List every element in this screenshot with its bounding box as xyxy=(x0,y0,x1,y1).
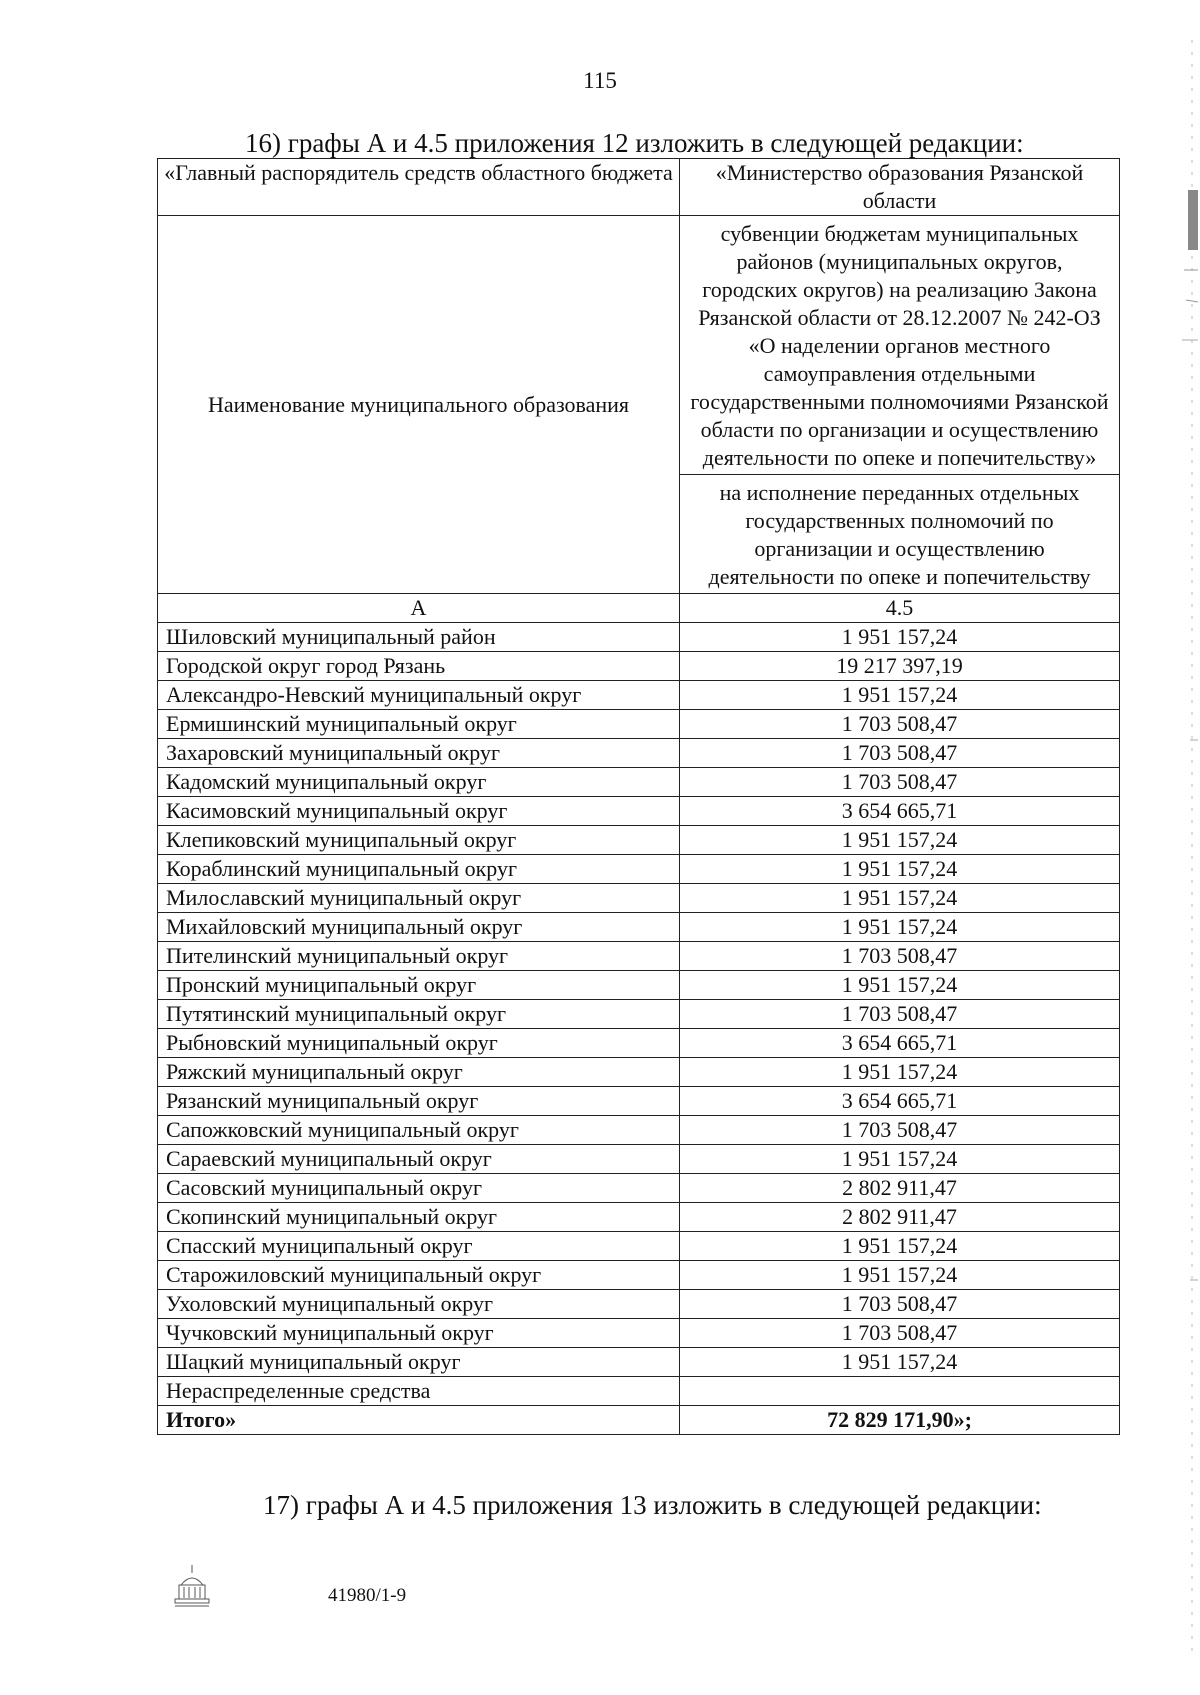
allocation-amount: 1 951 157,24 xyxy=(680,855,1120,884)
table-row xyxy=(158,1116,1120,1145)
allocation-amount: 3 654 665,71 xyxy=(680,1087,1120,1116)
allocation-amount: 1 951 157,24 xyxy=(680,1058,1120,1087)
allocation-amount: 1 951 157,24 xyxy=(680,826,1120,855)
allocation-amount: 1 703 508,47 xyxy=(680,1116,1120,1145)
municipality-name: Ухоловский муниципальный округ xyxy=(158,1290,680,1319)
table-row xyxy=(158,1029,1120,1058)
allocation-amount: 1 703 508,47 xyxy=(680,739,1120,768)
purpose-description: на исполнение переданных отдельных государственных полномочий по организации и осуществлению деятельности по опеке и попечительству xyxy=(680,475,1120,594)
allocation-amount: 1 703 508,47 xyxy=(680,1000,1120,1029)
municipality-name: Кадомский муниципальный округ xyxy=(158,768,680,797)
table-row xyxy=(158,1000,1120,1029)
total-row xyxy=(158,1406,1120,1435)
municipality-name: Касимовский муниципальный округ xyxy=(158,797,680,826)
allocation-table xyxy=(157,158,1120,1435)
column-label-row xyxy=(158,594,1120,623)
table-row xyxy=(158,1203,1120,1232)
allocation-amount: 1 951 157,24 xyxy=(680,1232,1120,1261)
allocation-amount: 3 654 665,71 xyxy=(680,1029,1120,1058)
table-row xyxy=(158,1145,1120,1174)
table-row xyxy=(158,797,1120,826)
table-row xyxy=(158,768,1120,797)
table-row xyxy=(158,913,1120,942)
total-label: Итого» xyxy=(158,1406,680,1435)
allocation-amount: 1 951 157,24 xyxy=(680,913,1120,942)
table-row xyxy=(158,623,1120,652)
municipality-name: Скопинский муниципальный округ xyxy=(158,1203,680,1232)
allocation-amount: 1 703 508,47 xyxy=(680,942,1120,971)
allocation-amount: 1 951 157,24 xyxy=(680,681,1120,710)
municipality-name: Клепиковский муниципальный округ xyxy=(158,826,680,855)
header-right-cell: «Министерство образования Рязанской области xyxy=(680,159,1120,216)
allocation-amount: 2 802 911,47 xyxy=(680,1174,1120,1203)
subvention-description: субвенции бюджетам муниципальных районов (муниципальных округов, городских округов) на реализацию Закона Рязанской области от 28.12.2007 № 242-ОЗ «О наделении органов местного самоуправления отдельными государственными полномочиями Рязанской области по организации и осуществлению деятельности по опеке и попечительству» xyxy=(680,216,1120,475)
allocation-amount: 1 951 157,24 xyxy=(680,1348,1120,1377)
municipality-name: Сапожковский муниципальный округ xyxy=(158,1116,680,1145)
municipality-name: Рязанский муниципальный округ xyxy=(158,1087,680,1116)
name-column-label: Наименование муниципального образования xyxy=(158,216,680,594)
allocation-amount: 1 951 157,24 xyxy=(680,623,1120,652)
header-row xyxy=(158,159,1120,216)
header-left-cell: «Главный распорядитель средств областного бюджета xyxy=(158,159,680,216)
next-paragraph: 17) графы А и 4.5 приложения 13 изложить в следующей редакции: xyxy=(263,1490,1042,1520)
municipality-name: Шиловский муниципальный район xyxy=(158,623,680,652)
building-emblem-icon xyxy=(173,1563,211,1609)
table-row xyxy=(158,942,1120,971)
table-row xyxy=(158,1174,1120,1203)
table-row xyxy=(158,739,1120,768)
municipality-name: Чучковский муниципальный округ xyxy=(158,1319,680,1348)
table-row xyxy=(158,1290,1120,1319)
allocation-amount: 1 703 508,47 xyxy=(680,768,1120,797)
municipality-name: Шацкий муниципальный округ xyxy=(158,1348,680,1377)
allocation-amount: 1 951 157,24 xyxy=(680,1261,1120,1290)
municipality-name: Александро-Невский муниципальный округ xyxy=(158,681,680,710)
allocation-amount: 3 654 665,71 xyxy=(680,797,1120,826)
municipality-name: Сараевский муниципальный округ xyxy=(158,1145,680,1174)
municipality-name: Пителинский муниципальный округ xyxy=(158,942,680,971)
intro-paragraph: 16) графы А и 4.5 приложения 12 изложить в следующей редакции: xyxy=(245,128,1024,158)
municipality-name: Милославский муниципальный округ xyxy=(158,884,680,913)
allocation-amount: 1 951 157,24 xyxy=(680,971,1120,1000)
municipality-name: Михайловский муниципальный округ xyxy=(158,913,680,942)
municipality-name: Рыбновский муниципальный округ xyxy=(158,1029,680,1058)
table-row xyxy=(158,652,1120,681)
municipality-name: Старожиловский муниципальный округ xyxy=(158,1261,680,1290)
table-row xyxy=(158,681,1120,710)
table-row xyxy=(158,1058,1120,1087)
municipality-name: Ряжский муниципальный округ xyxy=(158,1058,680,1087)
description-row xyxy=(158,216,1120,475)
table-row xyxy=(158,1319,1120,1348)
municipality-name: Спасский муниципальный округ xyxy=(158,1232,680,1261)
municipality-name: Городской округ город Рязань xyxy=(158,652,680,681)
table-row xyxy=(158,1377,1120,1406)
column-b-label: 4.5 xyxy=(680,594,1120,623)
table-row xyxy=(158,1232,1120,1261)
allocation-amount: 1 703 508,47 xyxy=(680,1290,1120,1319)
municipality-name: Захаровский муниципальный округ xyxy=(158,739,680,768)
document-code: 41980/1-9 xyxy=(328,1585,407,1606)
municipality-name: Пронский муниципальный округ xyxy=(158,971,680,1000)
municipality-name: Нераспределенные средства xyxy=(158,1377,680,1406)
municipality-name: Сасовский муниципальный округ xyxy=(158,1174,680,1203)
page-number: 115 xyxy=(583,68,617,93)
allocation-amount: 1 951 157,24 xyxy=(680,884,1120,913)
table-row xyxy=(158,710,1120,739)
allocation-amount: 19 217 397,19 xyxy=(680,652,1120,681)
table-row xyxy=(158,855,1120,884)
allocation-amount: 2 802 911,47 xyxy=(680,1203,1120,1232)
allocation-amount: 1 703 508,47 xyxy=(680,710,1120,739)
table-row xyxy=(158,884,1120,913)
allocation-amount: 1 703 508,47 xyxy=(680,1319,1120,1348)
table-row xyxy=(158,1348,1120,1377)
municipality-name: Путятинский муниципальный округ xyxy=(158,1000,680,1029)
table-row xyxy=(158,971,1120,1000)
column-a-label: А xyxy=(158,594,680,623)
allocation-amount: 1 951 157,24 xyxy=(680,1145,1120,1174)
allocation-amount xyxy=(680,1377,1120,1406)
municipality-name: Ермишинский муниципальный округ xyxy=(158,710,680,739)
table-row xyxy=(158,826,1120,855)
scan-edge-marks xyxy=(1170,40,1200,1660)
table-row xyxy=(158,1261,1120,1290)
table-row xyxy=(158,1087,1120,1116)
municipality-name: Кораблинский муниципальный округ xyxy=(158,855,680,884)
total-amount: 72 829 171,90»; xyxy=(680,1406,1120,1435)
